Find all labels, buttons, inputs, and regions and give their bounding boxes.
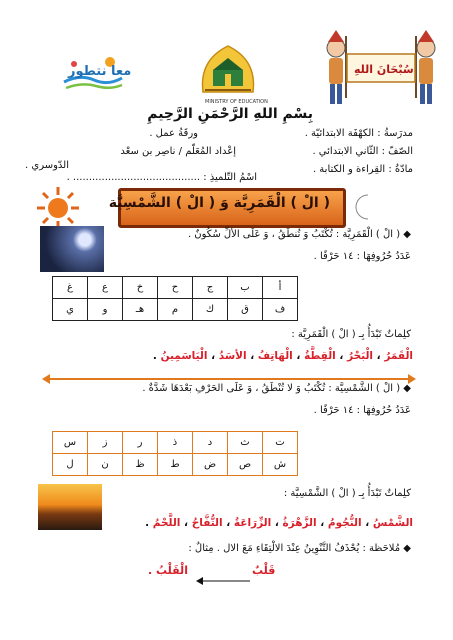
moon-letters-table <box>52 276 298 321</box>
student-name-field[interactable]: اسْمُ التّلميذِ : ........................................ . <box>66 172 257 183</box>
ministry-emblem <box>195 40 261 100</box>
table-row <box>53 432 298 454</box>
sun-rule: ◆ ( الْ ) الشَّمْسِيَّة : تُكْتَبُ وَ لا تُنْطَقُ ، وَ عَلَى الحَرْفِ بَعْدَهَا شَدَّةٌ . <box>142 383 411 394</box>
moon-rule: ◆ ( الْ ) الْقَمَرِيَّة : تُكْتَبُ وَ تُنطَقُ ، وَ عَلَى الألِّ سُكُونٌ . <box>187 229 411 240</box>
logo-text: معا نتطور <box>68 64 132 79</box>
example-word: الأسَدُ <box>218 350 247 362</box>
example-word: الْقَمَرُ <box>384 350 413 362</box>
moon-words-label: كلِماتٌ تَبْدَأُ بِـ ( الْ ) الْقَمَرِيَّة : <box>291 329 411 340</box>
ministry-caption: MINISTRY OF EDUCATION <box>205 99 268 105</box>
example-word: الزِّرَاعَةُ <box>233 517 272 529</box>
sun-letter-cell: ض <box>193 454 228 476</box>
moon-letter-cell: ح <box>158 277 193 299</box>
table-row <box>53 299 298 321</box>
moon-letter-cell: هـ <box>123 299 158 321</box>
sun-words-label: كلِماتٌ تَبْدَأُ بِـ ( الْ ) الشَّمْسِيَّة : <box>283 488 411 499</box>
example-word: الْيَاسَمِينُ <box>160 350 208 362</box>
example-word: اللَّحْمُ <box>152 517 181 529</box>
moon-letter-cell: ق <box>228 299 263 321</box>
prepared-by: إعْداد المُعَلّم / ناصِر بن سعْد <box>120 146 236 157</box>
subject: مادّةُ : القِراءة و الكتابة . <box>312 164 413 175</box>
example-word: الزَّهْرَةُ <box>282 517 317 529</box>
sun-examples: الشَّمْسُ ، النُّجُومُ ، الزَّهْرَةُ ، الزِّرَاعَةُ ، التُّفَّاحُ ، اللَّحْمُ . <box>145 517 413 529</box>
moon-letter-cell: و <box>88 299 123 321</box>
moon-letter-count: عَدَدُ حُرُوفِهَا : ١٤ حَرْفًا . <box>313 251 411 262</box>
note-to-word: الْقَلْبُ . <box>148 564 188 577</box>
sun-letter-cell: ط <box>158 454 193 476</box>
sun-letter-cell: ر <box>123 432 158 454</box>
worksheet-label: ورقَةُ عمل . <box>149 128 198 139</box>
sun-letter-cell: د <box>193 432 228 454</box>
sun-letter-cell: ظ <box>123 454 158 476</box>
moon-letter-cell: ي <box>53 299 88 321</box>
moon-letter-cell: م <box>158 299 193 321</box>
example-word: الْقِطَّةُ <box>304 350 336 362</box>
table-row <box>53 277 298 299</box>
example-word: التُّفَّاحُ <box>191 517 223 529</box>
moon-letter-cell: ك <box>193 299 228 321</box>
sunset-image <box>38 484 102 530</box>
sun-letter-cell: س <box>53 432 88 454</box>
note-arrow <box>196 570 250 578</box>
sun-letter-cell: ذ <box>158 432 193 454</box>
example-word: الْبَحْرُ <box>347 350 374 362</box>
sun-letter-cell: ز <box>88 432 123 454</box>
subhan-allah-text: سُبْحَانَ اللهِ <box>354 63 414 76</box>
sun-letters-table <box>52 431 298 476</box>
moon-letter-cell: ف <box>263 299 298 321</box>
moon-letter-cell: أ <box>263 277 298 299</box>
sun-letter-cell: ن <box>88 454 123 476</box>
example-word: النُّجُومُ <box>327 517 362 529</box>
sun-letter-cell: ل <box>53 454 88 476</box>
sun-letter-cell: ش <box>263 454 298 476</box>
table-row <box>53 454 298 476</box>
night-sky-image <box>40 226 104 272</box>
crescent-moon-icon <box>348 192 378 222</box>
section-divider <box>42 369 416 379</box>
sun-letter-cell: ث <box>228 432 263 454</box>
sun-icon <box>36 186 80 230</box>
moon-letter-cell: ب <box>228 277 263 299</box>
moon-examples: الْقَمَرُ ، الْبَحْرُ ، الْقِطَّةُ ، الْهَاتِفُ ، الأسَدُ ، الْيَاسَمِينُ . <box>152 350 413 362</box>
example-word: الشَّمْسُ <box>372 517 413 529</box>
basmala: بِسْمِ اللهِ الرَّحْمَنِ الرَّحِيمِ <box>147 106 313 122</box>
moon-letter-cell: غ <box>53 277 88 299</box>
tanween-note: ◆ مُلاحَظة : يُحْذَفُ التَّنْوِينُ عِنْدَ الالْتِقَاءِ مَعَ الال . مِثالٌ : <box>188 543 411 554</box>
sun-letter-cell: ص <box>228 454 263 476</box>
example-word: الْهَاتِفُ <box>257 350 293 362</box>
lesson-title: ( الْ ) الْقَمَرِيَّة وَ ( الْ ) الشَّمْسِيَّة <box>108 195 330 211</box>
surname: الدّوسري . <box>25 160 69 171</box>
grade: الصّفّ : الثّاني الابتدائي . <box>312 146 413 157</box>
note-from-word: قَلْبٌ <box>252 564 276 577</box>
school-name: مدرَسةُ : الكهْفَة الابتدائيّة . <box>304 128 413 139</box>
moon-letter-cell: خ <box>123 277 158 299</box>
moon-letter-cell: ع <box>88 277 123 299</box>
moon-letter-cell: ج <box>193 277 228 299</box>
sun-letter-cell: ت <box>263 432 298 454</box>
sun-letter-count: عَدَدُ حُرُوفِهَا : ١٤ حَرْفًا . <box>313 405 411 416</box>
